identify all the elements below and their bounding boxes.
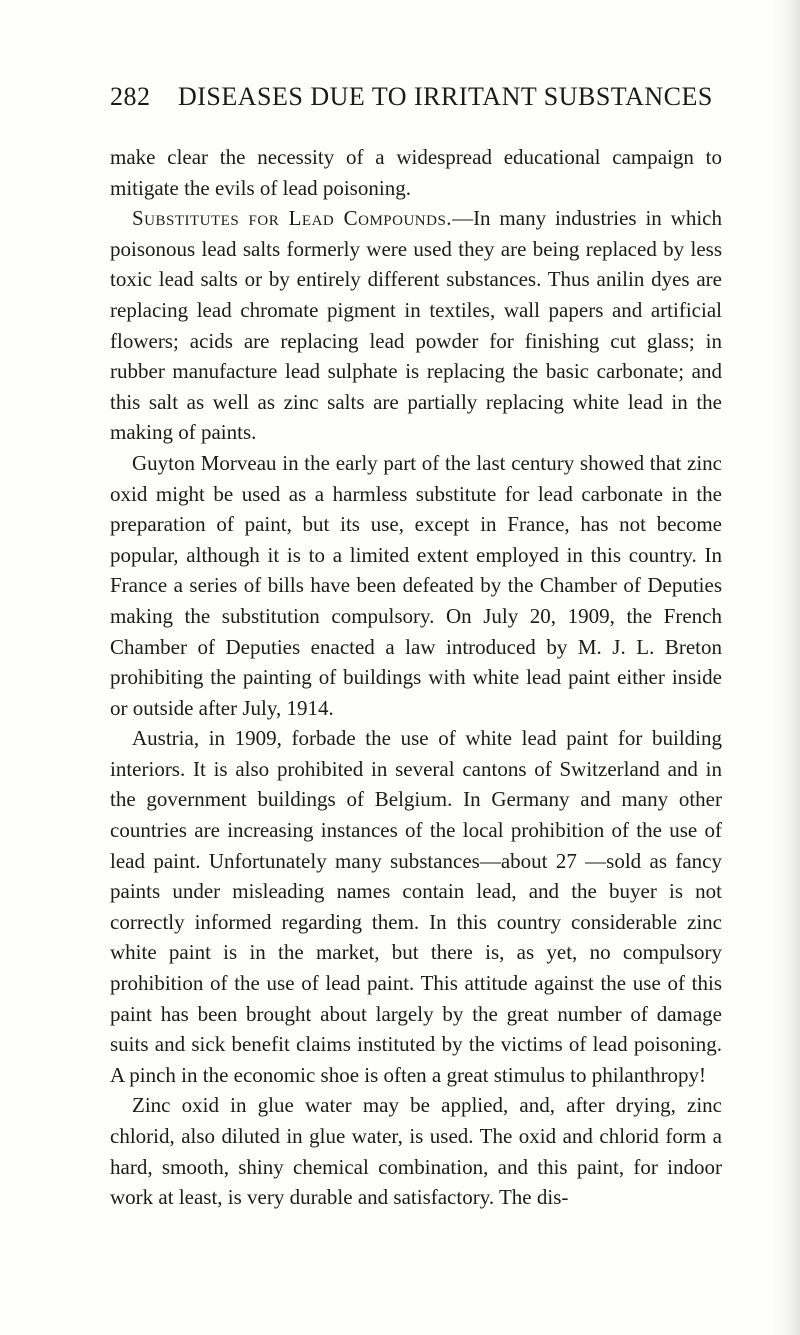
paragraph-1 bbox=[110, 142, 722, 203]
paragraph-5-text: Zinc oxid in glue water may be applied, and, after drying, zinc chlorid, also diluted in glue water, is used. The oxid and chlorid form a hard, smooth, shiny chemical combination, and this paint, for indoor work at least, is very durable and satisfactory. The dis- bbox=[110, 1093, 722, 1210]
paragraph-2 bbox=[110, 203, 722, 448]
section-heading: Substitutes for Lead Compounds. bbox=[132, 206, 453, 231]
paragraph-5 bbox=[110, 1090, 722, 1212]
paragraph-4-text: Austria, in 1909, forbade the use of white lead paint for building interiors. It is also prohibited in several cantons of Switzerland and in the government buildings of Belgium. In Germany and many other countries are increasing instances of the local prohibition of the use of lead paint. Unfortunately many substances—about 27 —sold as fancy paints under misleading names contain lead, and the buyer is not correctly informed regarding them. In this country considerable zinc white paint is in the market, but there is, as yet, no compulsory prohibition of the use of lead paint. This attitude against the use of this paint has been brought about largely by the great number of damage suits and sick benefit claims instituted by the victims of lead poisoning. A pinch in the economic shoe is often a great stimulus to philanthropy! bbox=[110, 726, 722, 1087]
running-head bbox=[110, 82, 713, 118]
page-edge-shadow bbox=[772, 0, 800, 1335]
paragraph-3-text: Guyton Morveau in the early part of the last century showed that zinc oxid might be used as a harmless substitute for lead carbonate in the preparation of paint, but its use, except in France, has not become popular, although it is to a limited extent employed in this country. In France a series of bills have been defeated by the Chamber of Deputies making the substitution compulsory. On July 20, 1909, the French Chamber of Deputies enacted a law introduced by M. J. L. Breton prohibiting the painting of buildings with white lead paint either inside or outside after July, 1914. bbox=[110, 450, 722, 720]
page-number: 282 bbox=[110, 82, 151, 111]
body-text bbox=[110, 142, 722, 1213]
paragraph-3 bbox=[110, 448, 722, 723]
paragraph-4 bbox=[110, 723, 722, 1090]
paragraph-1-text: make clear the necessity of a widespread educational campaign to mitigate the evils of lead poisoning. bbox=[110, 145, 722, 200]
running-title: DISEASES DUE TO IRRITANT SUBSTANCES bbox=[178, 82, 713, 111]
paragraph-2-text: —In many industries in which poisonous lead salts formerly were used they are being replaced by less toxic lead salts or by entirely different substances. Thus anilin dyes are replacing lead chromate pigment in textiles, wall papers and artificial flowers; acids are replacing lead powder for finishing cut glass; in rubber manufacture lead sulphate is replacing the basic carbonate; and this salt as well as zinc salts are partially replacing white lead in the making of paints. bbox=[110, 206, 722, 445]
